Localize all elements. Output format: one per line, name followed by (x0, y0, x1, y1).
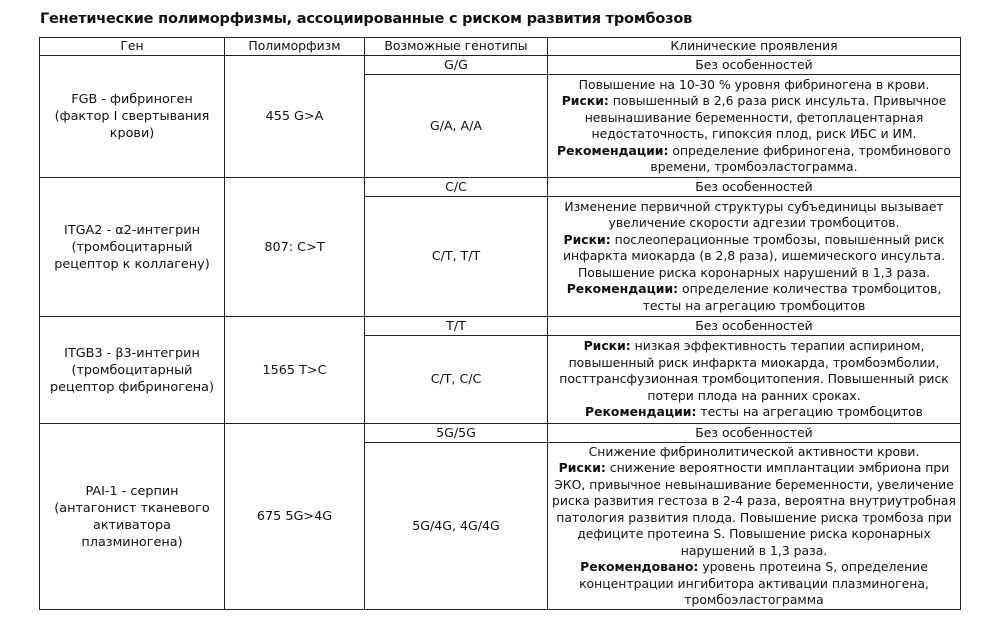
recommendation-text: определение количества тромбоцитов, тесты на агрегацию тромбоцитов (642, 281, 942, 313)
header-clinical: Клинические проявления (548, 38, 961, 56)
table-row (40, 317, 961, 336)
gene-cell: FGB - фибриноген (фактор I свертывания крови) (40, 56, 225, 178)
clinical-risk (548, 336, 961, 424)
recommendation-label: Рекомендации: (557, 142, 669, 158)
table-header-row (40, 38, 961, 56)
gene-cell: ITGA2 - α2-интегрин (тромбоцитарный рецептор к коллагену) (40, 178, 225, 317)
header-genotypes: Возможные генотипы (365, 38, 548, 56)
gene-cell: ITGB3 - β3-интегрин (тромбоцитарный рецептор фибриногена) (40, 317, 225, 424)
polymorphism-cell: 807: C>T (225, 178, 365, 317)
risk-text: повышенный в 2,6 раза риск инсульта. Привычное невынашивание беременности, фетоплацентарная недостаточность, гипоксия плод, риск ИБС и ИМ. (584, 93, 947, 141)
clinical-normal: Без особенностей (548, 317, 961, 336)
recommendation-text: тесты на агрегацию тромбоцитов (696, 404, 923, 420)
recommendation-label: Рекомендации: (585, 404, 697, 420)
risk-text: снижение вероятности имплантации эмбриона при ЭКО, привычное невынашивание беременности, увеличение риска развития гестоза в 2-4 раза, вероятна внутриутробная патология развития плода. Повышение риска тромбоза при дефиците протеина S. Повышение риска коронарных нарушений в 1,3 раза. (552, 460, 956, 558)
genotype-risk: C/T, C/C (365, 336, 548, 424)
clinical-normal: Без особенностей (548, 424, 961, 443)
genotype-normal: C/C (365, 178, 548, 197)
table-row (40, 178, 961, 197)
risk-label: Риски: (563, 231, 611, 247)
table-row (40, 424, 961, 443)
recommendation-text: определение фибриногена, тромбинового времени, тромбоэластограмма. (650, 142, 951, 174)
recommendation-label: Рекомендовано: (580, 559, 699, 574)
table-row (40, 56, 961, 75)
clinical-risk (548, 197, 961, 317)
risk-label: Риски: (561, 93, 609, 108)
genotype-normal: 5G/5G (365, 424, 548, 443)
clinical-normal: Без особенностей (548, 56, 961, 75)
genotype-risk: C/T, T/T (365, 197, 548, 317)
clinical-intro: Повышение на 10-30 % уровня фибриногена в крови. (578, 76, 930, 92)
header-gene: Ген (40, 38, 225, 56)
genotype-risk: G/A, A/A (365, 75, 548, 178)
clinical-risk (548, 443, 961, 610)
document-title: Генетические полиморфизмы, ассоциированные с риском развития тромбозов (40, 11, 693, 27)
polymorphism-cell: 1565 T>C (225, 317, 365, 424)
genotype-normal: T/T (365, 317, 548, 336)
clinical-normal: Без особенностей (548, 178, 961, 197)
polymorphism-table (39, 37, 961, 610)
polymorphism-cell: 455 G>A (225, 56, 365, 178)
clinical-intro: Изменение первичной структуры субъединицы вызывает увеличение скорости адгезии тромбоцитов. (564, 198, 944, 231)
clinical-intro: Снижение фибринолитической активности крови. (588, 443, 920, 459)
header-polymorphism: Полиморфизм (225, 38, 365, 56)
risk-label: Риски: (558, 460, 606, 475)
risk-label: Риски: (583, 338, 631, 354)
clinical-risk (548, 75, 961, 178)
genotype-normal: G/G (365, 56, 548, 75)
polymorphism-cell: 675 5G>4G (225, 424, 365, 610)
genotype-risk: 5G/4G, 4G/4G (365, 443, 548, 610)
gene-cell: PAI-1 - серпин (антагонист тканевого активатора плазминогена) (40, 424, 225, 610)
recommendation-text: уровень протеина S, определение концентрации ингибитора активации плазминогена, тромбоэластограмма (579, 559, 929, 607)
risk-text: послеоперационные тромбозы, повышенный риск инфаркта миокарда (в 2,8 раза), ишемического инсульта. Повышение риска коронарных нарушений в 1,3 раза. (562, 231, 946, 280)
risk-text: низкая эффективность терапии аспирином, повышенный риск инфаркта миокарда, тромбоэмболии, посттрансфузионная тромбоцитопения. Повышенный риск потери плода на ранних сроках. (559, 338, 949, 403)
recommendation-label: Рекомендации: (566, 281, 679, 297)
